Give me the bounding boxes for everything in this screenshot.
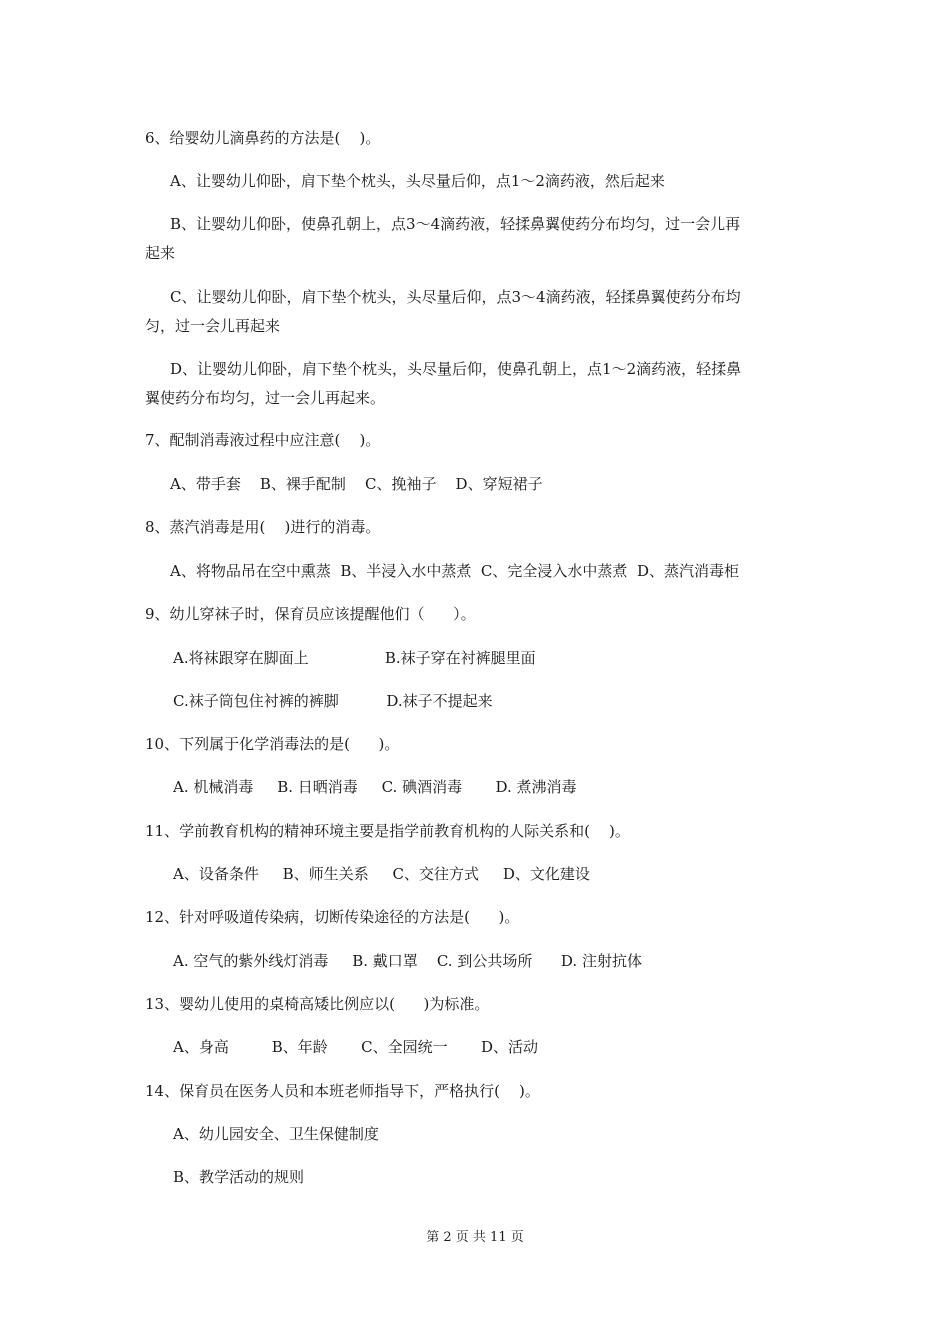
option-6c-line2: 匀，过一会儿再起来: [145, 317, 281, 335]
options-8: A、将物品吊在空中熏蒸 B、半浸入水中蒸煮 C、完全浸入水中蒸煮 D、蒸汽消毒柜: [170, 562, 739, 580]
page-number-footer: 第 2 页 共 11 页: [426, 1230, 524, 1245]
question-12: 12、针对呼吸道传染病，切断传染途径的方法是( )。: [145, 908, 520, 926]
question-10: 10、下列属于化学消毒法的是( )。: [145, 735, 400, 753]
options-9-row1: A.将袜跟穿在脚面上 B.袜子穿在衬裤腿里面: [173, 649, 536, 667]
options-10: A. 机械消毒 B. 日晒消毒 C. 碘酒消毒 D. 煮沸消毒: [173, 778, 577, 796]
option-6b-line2: 起来: [145, 244, 176, 262]
question-7: 7、配制消毒液过程中应注意( )。: [145, 431, 381, 449]
question-14: 14、保育员在医务人员和本班老师指导下，严格执行( )。: [145, 1082, 540, 1100]
option-6c-line1: C、让婴幼儿仰卧，肩下垫个枕头，头尽量后仰，点3～4滴药液，轻揉鼻翼使药分布均: [170, 288, 741, 306]
option-6a: A、让婴幼儿仰卧，肩下垫个枕头，头尽量后仰，点1～2滴药液，然后起来: [170, 172, 665, 190]
options-7: A、带手套 B、裸手配制 C、挽袖子 D、穿短裙子: [170, 475, 543, 493]
options-11: A、设备条件 B、师生关系 C、交往方式 D、文化建设: [173, 865, 590, 883]
question-11: 11、学前教育机构的精神环境主要是指学前教育机构的人际关系和( )。: [145, 822, 630, 840]
options-9-row2: C.袜子筒包住衬裤的裤脚 D.袜子不提起来: [173, 692, 493, 710]
question-9: 9、幼儿穿袜子时，保育员应该提醒他们（ ）。: [145, 605, 476, 623]
option-14b: B、教学活动的规则: [173, 1168, 305, 1186]
option-6d-line2: 翼使药分布均匀，过一会儿再起来。: [145, 389, 386, 407]
question-13: 13、婴幼儿使用的桌椅高矮比例应以( )为标准。: [145, 995, 490, 1013]
option-6d-line1: D、让婴幼儿仰卧，肩下垫个枕头，头尽量后仰，使鼻孔朝上，点1～2滴药液，轻揉鼻: [170, 360, 742, 378]
option-6b-line1: B、让婴幼儿仰卧，使鼻孔朝上，点3～4滴药液，轻揉鼻翼使药分布均匀，过一会儿再: [170, 215, 741, 233]
options-12: A. 空气的紫外线灯消毒 B. 戴口罩 C. 到公共场所 D. 注射抗体: [173, 952, 642, 970]
options-13: A、身高 B、年龄 C、全园统一 D、活动: [173, 1038, 539, 1056]
question-6: 6、给婴幼儿滴鼻药的方法是( )。: [145, 129, 381, 147]
option-14a: A、幼儿园安全、卫生保健制度: [173, 1125, 379, 1143]
question-8: 8、蒸汽消毒是用( )进行的消毒。: [145, 518, 381, 536]
